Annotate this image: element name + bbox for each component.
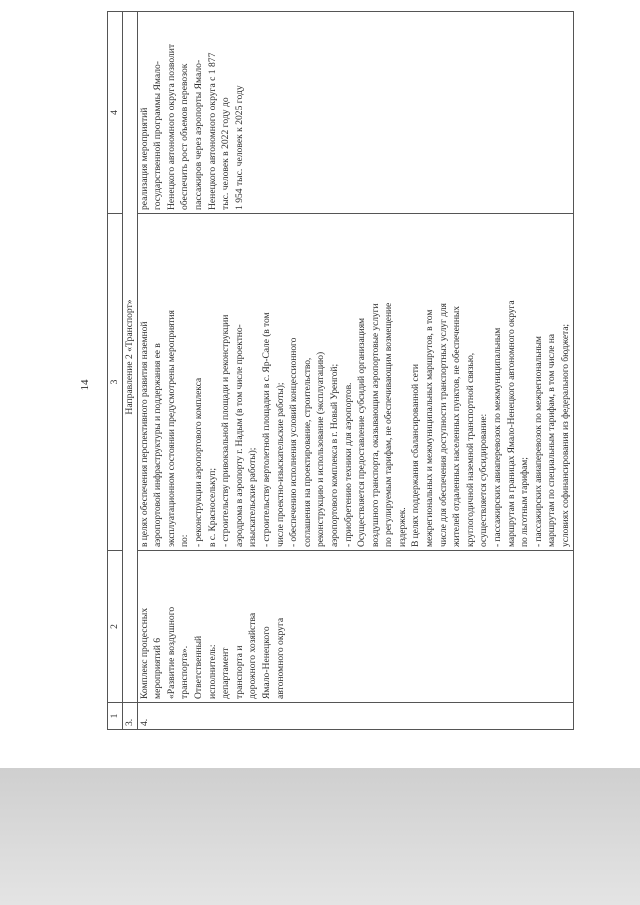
text-line: департамент — [220, 647, 232, 699]
row-number: 4. — [137, 703, 573, 730]
text-line: Ненецкого автономного округа с 1 877 — [206, 52, 218, 210]
text-line: по: — [179, 534, 191, 547]
text-line: государственной программы Ямало- — [152, 60, 164, 210]
section-row — [123, 12, 138, 730]
text-line: - строительству вертолетной площадки в с. Яр-Сале (в том — [260, 312, 272, 547]
text-line: по регулируемым тарифам, не обеспечивающим возмещение — [383, 302, 395, 547]
table-header-row — [108, 12, 123, 730]
text-line: исполнитель: — [206, 644, 218, 699]
text-line: Ненецкого автономного округа позволит — [165, 43, 177, 210]
program-table — [107, 11, 574, 730]
header-col-1: 1 — [108, 703, 123, 730]
header-col-4: 4 — [108, 12, 123, 214]
text-line: В целях поддержания сбалансированной сети — [410, 364, 422, 547]
text-line: - строительству привокзальной площади и реконструкции — [220, 314, 232, 547]
description-cell — [137, 214, 573, 551]
text-line: реконструкцию и использование (эксплуатацию) — [315, 351, 327, 547]
text-line: межрегиональных и межмуниципальных маршрутов, в том — [424, 309, 436, 547]
text-line: аэропортовой инфраструктуры и поддержания ее в — [152, 343, 164, 547]
text-line: реализация мероприятий — [138, 107, 150, 210]
text-line: в с. Красноселькуп; — [206, 468, 218, 547]
text-line: аэропортового комплекса в г. Новый Уренгой; — [328, 363, 340, 547]
text-line: круглогодичной наземной транспортной связью, — [464, 352, 476, 547]
text-line: - пассажирских авиаперевозок по межрегиональным — [532, 336, 544, 547]
page-number: 14 — [79, 379, 91, 391]
text-line: числе проектно-изыскательские работы); — [274, 382, 286, 547]
section-title: Направление 2 «Транспорт» — [123, 12, 138, 703]
text-line: пассажиров через аэропорты Ямало- — [192, 59, 204, 210]
text-line: - приобретению техники для аэропортов. — [342, 382, 354, 547]
result-cell — [137, 12, 573, 214]
header-col-2: 2 — [108, 551, 123, 703]
text-line: по льготным тарифам; — [519, 457, 531, 547]
text-line: «Развитие воздушного — [165, 606, 177, 699]
rotated-page-content — [79, 40, 605, 730]
text-line: эксплуатационном состоянии предусмотрены мероприятия — [165, 310, 177, 547]
scan-background — [0, 768, 640, 905]
text-line: - пассажирских авиаперевозок по межмуниципальным — [492, 327, 504, 547]
text-line: числе для обеспечения доступности транспортных услуг для — [437, 303, 449, 547]
text-line: соглашения на проектирование, строительство, — [301, 357, 313, 547]
text-line: - реконструкции аэропортового комплекса — [192, 377, 204, 547]
text-line: осуществляется субсидирование: — [478, 413, 490, 547]
table-row — [137, 12, 573, 730]
text-line: аэродрома в аэропорту г. Надым (в том числе проектно- — [233, 324, 245, 547]
measure-name-cell — [137, 551, 573, 703]
text-line: изыскательские работы); — [247, 447, 259, 547]
text-line: воздушного транспорта, оказывающим аэропортовые услуги — [369, 303, 381, 547]
text-line: жителей отдаленных населенных пунктов, не обеспеченных — [451, 306, 463, 547]
text-line: тыс. человек в 2022 году до — [220, 97, 232, 210]
text-line: обеспечить рост объемов перевозок — [179, 63, 191, 210]
header-col-3: 3 — [108, 214, 123, 551]
text-line: маршрутам по специальным тарифам, в том числе на — [546, 334, 558, 547]
text-line: Комплекс процессных — [138, 607, 150, 699]
text-line: Ответственный — [192, 635, 204, 699]
text-line: издержек. — [396, 507, 408, 547]
text-line: транспорта и — [233, 645, 245, 699]
text-line: - обеспечению исполнения условий концессионного — [288, 337, 300, 547]
text-line: мероприятий 6 — [152, 637, 164, 699]
text-line: транспорта». — [179, 645, 191, 699]
section-number: 3. — [123, 703, 138, 730]
text-line: дорожного хозяйства — [247, 612, 259, 699]
text-line: условиях софинансирования из федерального бюджета; — [560, 324, 571, 547]
text-line: 1 954 тыс. человек к 2025 году — [233, 85, 245, 210]
text-line: Ямало-Ненецкого — [260, 626, 272, 699]
text-line: Осуществляется предоставление субсидий организациям — [356, 318, 368, 547]
text-line: в целях обеспечения перспективного развития наземной — [138, 321, 150, 547]
text-line: маршрутам в границах Ямало-Ненецкого автономного округа — [505, 300, 517, 547]
text-line: автономного округа — [274, 617, 286, 699]
